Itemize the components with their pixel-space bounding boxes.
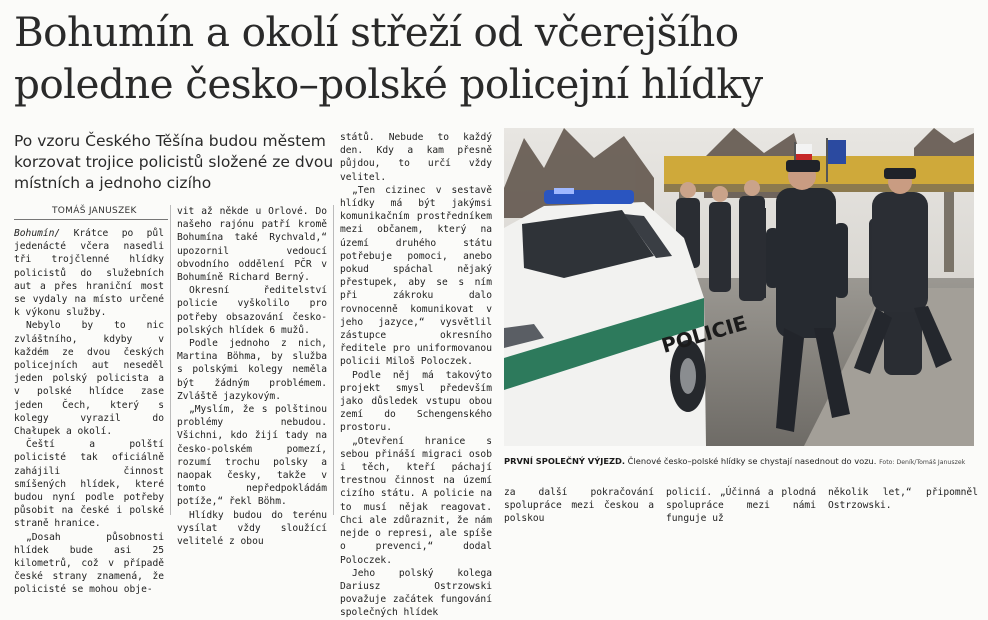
article-continuation <box>504 486 982 525</box>
paragraph: vit až někde u Orlové. Do našeho rajónu patří kromě Bohumína také Rychvald,“ upozornil vedoucí obvodního oddělení PČR v Bohumíně Richard Berný. <box>177 206 327 284</box>
paragraph-text: Krátce po půl jedenácté včera nasedli tři trojčlenné hlídky policistů do služebních aut a přes hraniční most se vydaly na místo určené k výkonu služby. <box>14 228 164 319</box>
paragraph: „Otevření hranice s sebou přináší migraci osob i těch, kteří páchají trestnou činnost na území cizího státu. A policie na to musí nějak reagovat. Chci ale zdůraznit, že nám nejde o represi, ale spíše o prevenci,“ dodal Poloczek. <box>340 435 492 566</box>
paragraph: Podle něj má takovýto projekt smysl především jako důsledek vstupu obou zemí do Schengenského prostoru. <box>340 369 492 434</box>
caption-text: Členové česko–polské hlídky se chystají nasednout do vozu. <box>625 456 877 466</box>
paragraph <box>14 227 164 319</box>
headline-line-1: Bohumín a okolí střeží od včerejšího <box>14 8 739 56</box>
paragraph: Jeho polský kolega Dariusz Ostrzowski považuje začátek fungování společných hlídek <box>340 567 492 619</box>
police-car-photo <box>504 128 974 446</box>
article-column-3 <box>340 131 492 619</box>
headline-line-2: poledne česko–polské policejní hlídky <box>14 60 763 108</box>
article-column-2 <box>177 205 327 548</box>
article-column-1 <box>14 227 164 596</box>
caption-title: PRVNÍ SPOLEČNÝ VÝJEZD. <box>504 456 626 466</box>
paragraph: Podle jednoho z nich, Martina Böhma, by služba s polskými kolegy neměla být žádným problémem. Zvláště jazykovým. <box>177 338 327 402</box>
photo-credit: Foto: Deník/Tomáš Januszek <box>879 459 966 466</box>
paragraph: Okresní ředitelství policie vyškolilo pro potřeby obsazování česko-polských hlídek 6 mužů. <box>177 285 327 336</box>
headline <box>14 6 974 110</box>
column-divider <box>170 205 171 515</box>
continuation-column-3: několik let,“ připomněl Ostrzowski. <box>828 487 978 512</box>
author-byline: TOMÁŠ JANUSZEK <box>52 206 137 216</box>
car-lettering: POLICIE <box>658 310 750 358</box>
lead-paragraph: Po vzoru Českého Těšína budou městem korzovat trojice policistů složené ze dvou místních a jednoho cizího <box>14 132 334 192</box>
news-photo <box>504 128 974 446</box>
paragraph: „Ten cizinec v sestavě hlídky má být jakýmsi komunikačním prostředníkem mezi občanem, který na území druhého státu potřebuje pomoci, anebo pokud spáchal nějaký přestupek, aby se s ním při zákroku dalo rovnocenně komunikovat v jeho jazyce,“ vysvětlil zástupce okresního ředitele pro uniformovanou policii Miloš Poloczek. <box>340 184 492 368</box>
photo-caption <box>504 456 978 466</box>
paragraph: států. Nebude to každý den. Kdy a kam přesně půjdou, to určí vždy velitel. <box>340 132 492 183</box>
column-divider <box>333 205 334 515</box>
byline-rule <box>14 219 168 220</box>
dateline: Bohumín/ <box>14 228 61 239</box>
paragraph: Nebylo by to nic zvláštního, kdyby v každém ze dvou českých policejních aut neseděl jeden polský policista a v polské hlídce zase jeden Čech, který s kolegy vyrazil do Chałupek a okolí. <box>14 320 164 438</box>
car-stripe-lettering: POLICIE <box>602 309 631 325</box>
continuation-column-1: za další pokračování spolupráce mezi českou a polskou <box>504 487 654 525</box>
continuation-column-2: policií. „Účinná a plodná spolupráce mezi námi funguje už <box>666 487 816 525</box>
paragraph: „Dosah působnosti hlídek bude asi 25 kilometrů, což v případě české strany znamená, že policisté se mohou obje- <box>14 531 164 596</box>
paragraph: „Myslím, že s polštinou problémy nebudou. Všichni, kdo žijí tady na česko-polském pomezí, rozumí trochu polsky a naopak česky, takže v tomto nepředpokládám potíže,“ řekl Böhm. <box>177 404 327 508</box>
paragraph: Čeští a polští policisté tak oficiálně zahájili činnost smíšených hlídek, které budou nyní podle potřeby působit na české i polské straně hranice. <box>14 439 164 530</box>
paragraph: Hlídky budou do terénu vysílat vždy sloužící velitelé z obou <box>177 509 327 548</box>
